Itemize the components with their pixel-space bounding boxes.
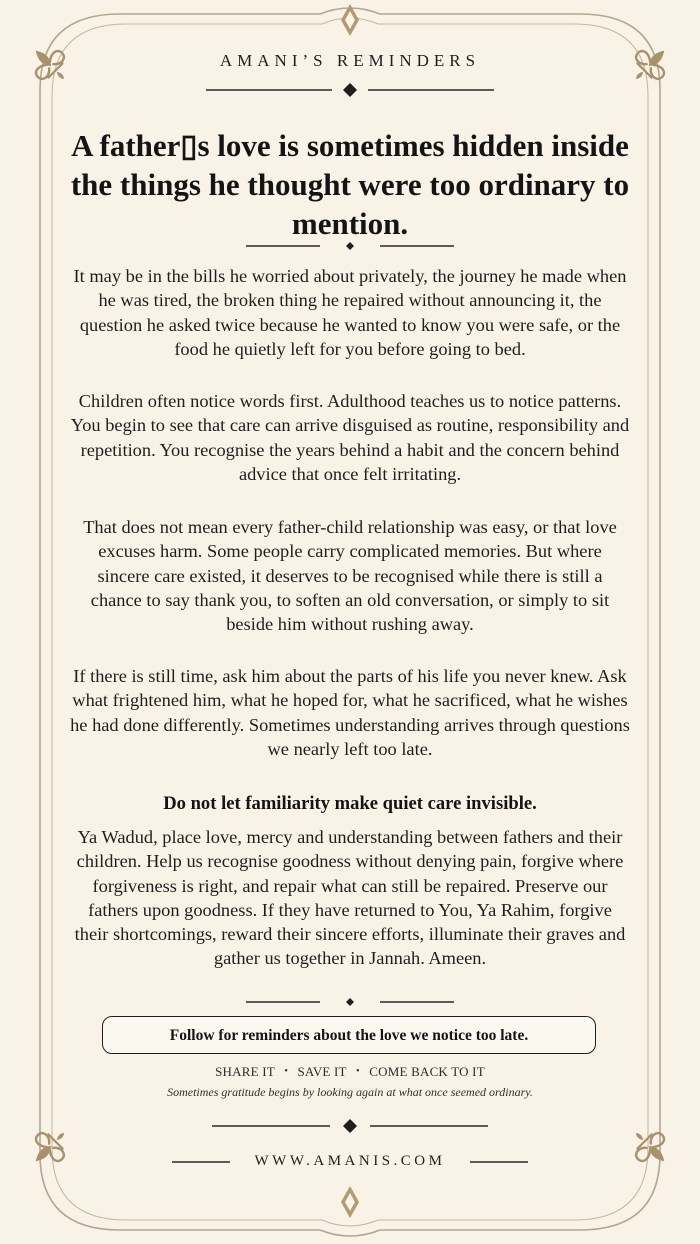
body-paragraph: Children often notice words first. Adulthood teaches us to notice patterns. You begin to see that care can arrive disguised as routine, responsibility and repetition. You recognise the years behind a habit and the concern behind advice that once felt irritating. bbox=[70, 391, 630, 484]
tagline: Sometimes gratitude begins by looking again at what once seemed ordinary. bbox=[167, 1085, 533, 1099]
body-paragraph: That does not mean every father-child relationship was easy, or that love excuses harm. Some people carry complicated memories. But where sincere care existed, it deserves to be recognised while there is still a chance to say thank you, to soften an old conversation, or simply to sit beside him without rushing away. bbox=[83, 517, 617, 635]
fleur-ornament-icon bbox=[624, 1121, 676, 1173]
follow-cta-button[interactable]: Follow for reminders about the love we notice too late. bbox=[102, 1016, 596, 1054]
header-divider bbox=[206, 83, 494, 97]
save-action[interactable]: SAVE IT bbox=[297, 1064, 347, 1079]
headline-divider bbox=[246, 242, 454, 250]
fleur-ornament-icon bbox=[24, 1121, 76, 1173]
footer-divider bbox=[212, 1119, 488, 1133]
come-back-action[interactable]: COME BACK TO IT bbox=[369, 1064, 485, 1079]
website-link[interactable]: WWW.AMANIS.COM bbox=[254, 1153, 446, 1169]
diamond-divider-icon bbox=[343, 1119, 357, 1133]
share-action[interactable]: SHARE IT bbox=[215, 1064, 275, 1079]
body-paragraph: It may be in the bills he worried about privately, the journey he made when he was tired, the broken thing he repaired without announcing it, the question he asked twice because he wanted to know you were safe, or the food he quietly left for you before going to bed. bbox=[73, 266, 627, 359]
action-row bbox=[70, 1064, 630, 1080]
closing-divider bbox=[246, 998, 454, 1006]
emphasis-line: Do not let familiarity make quiet care invisible. bbox=[163, 793, 537, 814]
diamond-divider-icon bbox=[346, 998, 354, 1006]
separator-dot: • bbox=[284, 1066, 289, 1077]
brand-title: AMANI’S REMINDERS bbox=[219, 51, 481, 70]
separator-dot: • bbox=[356, 1066, 360, 1077]
headline: A father▯s love is sometimes hidden inside the things he thought were too ordinary to mention. bbox=[70, 128, 630, 241]
diamond-divider-icon bbox=[346, 242, 354, 250]
dua-paragraph: Ya Wadud, place love, mercy and understanding between fathers and their children. Help us recognise goodness without denying pain, forgive where forgiveness is right, and repair what can still be repaired. Preserve our fathers upon goodness. If they have returned to You, Ya Rahim, forgive their shortcomings, reward their sincere efforts, illuminate their graves and gather us together in Jannah. Ameen. bbox=[74, 827, 626, 969]
diamond-divider-icon bbox=[343, 83, 357, 97]
body-paragraph: If there is still time, ask him about the parts of his life you never knew. Ask what frightened him, what he hoped for, what he sacrificed, what he wishes he had done differently. Sometimes understanding arrives through questions we nearly left too late. bbox=[70, 666, 630, 759]
